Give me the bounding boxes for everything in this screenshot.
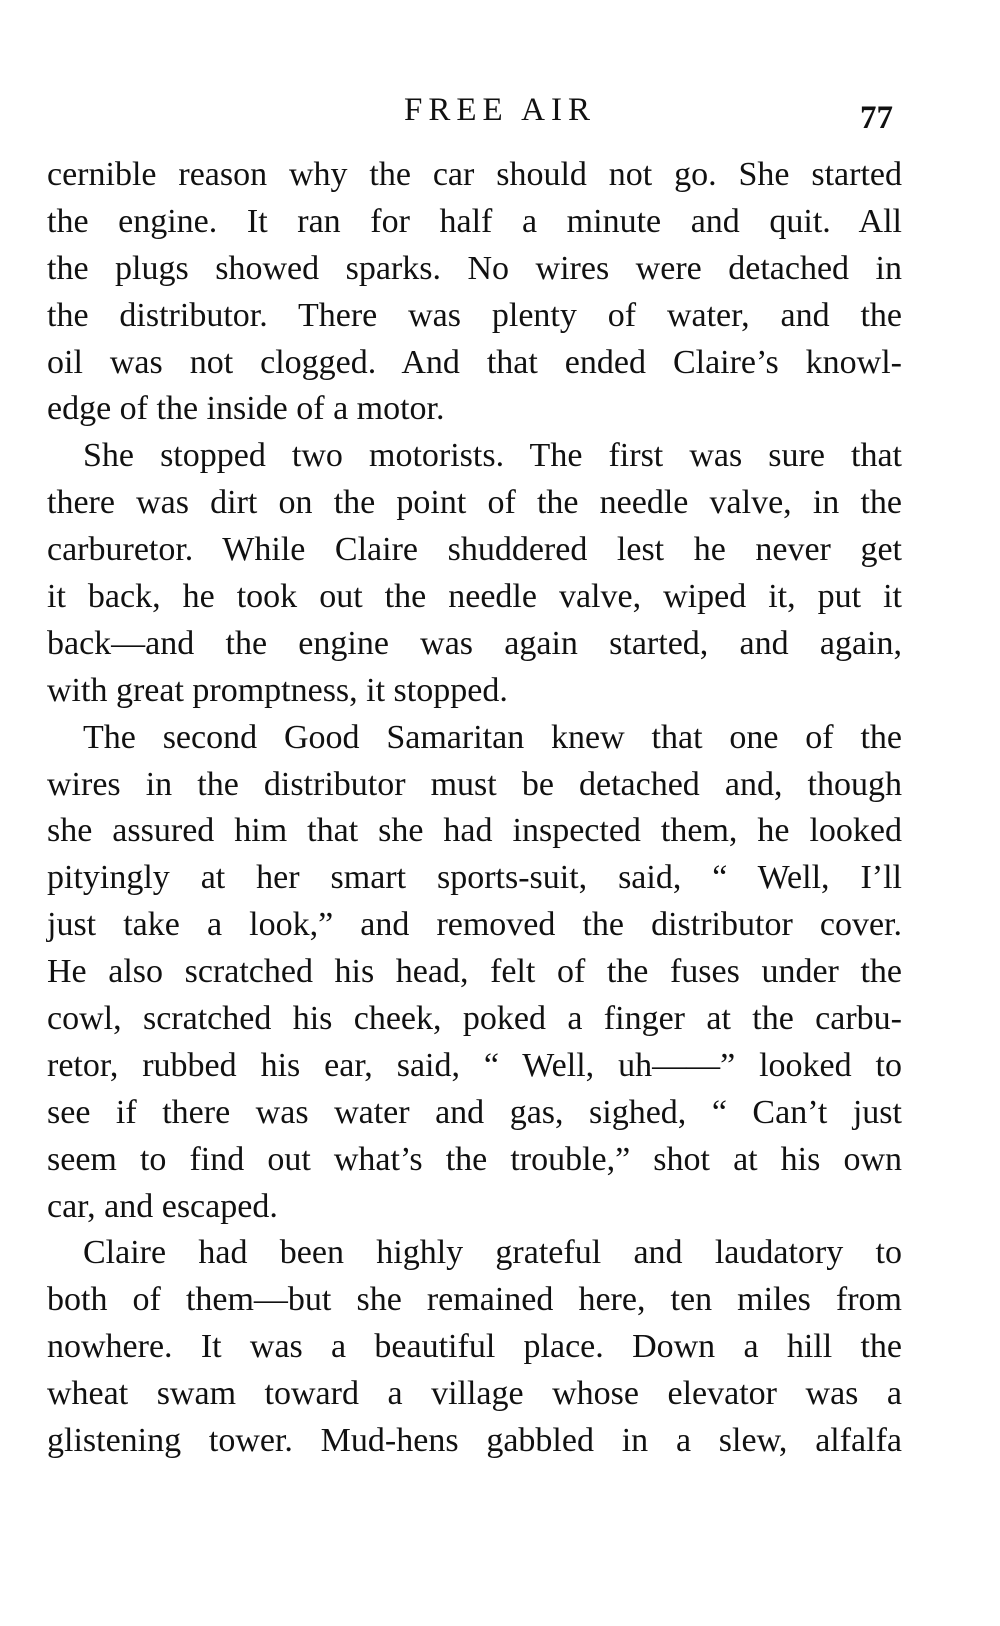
text-line: The second Good Samaritan knew that one of the (83, 718, 902, 756)
text-line: the plugs showed sparks. No wires were detached in (47, 249, 902, 287)
text-line: it back, he took out the needle valve, wiped it, put it (47, 578, 902, 616)
text-line: oil was not clogged. And that ended Claire’s knowl- (47, 343, 902, 381)
text-line: cernible reason why the car should not go. She started (47, 156, 902, 193)
text-line: she assured him that she had inspected them, he looked (47, 812, 902, 850)
body-text (47, 152, 902, 1465)
text-line: edge of the inside of a motor. (47, 390, 445, 428)
text-line: with great promptness, it stopped. (47, 671, 508, 709)
text-line: see if there was water and gas, sighed, “ Can’t just (47, 1093, 902, 1131)
text-line: Claire had been highly grateful and laudatory to (83, 1234, 902, 1272)
text-line: wires in the distributor must be detached and, though (47, 765, 902, 803)
text-line: car, and escaped. (47, 1187, 278, 1225)
text-line: glistening tower. Mud-hens gabbled in a slew, alfalfa (47, 1422, 902, 1460)
text-line: seem to find out what’s the trouble,” shot at his own (47, 1140, 902, 1178)
text-line: there was dirt on the point of the needle valve, in the (47, 484, 902, 522)
text-line: back—and the engine was again started, and again, (47, 624, 902, 662)
text-line: She stopped two motorists. The first was sure that (83, 437, 902, 475)
text-line: both of them—but she remained here, ten miles from (47, 1281, 902, 1319)
text-line: pityingly at her smart sports-suit, said, “ Well, I’ll (47, 859, 902, 897)
text-line: just take a look,” and removed the distributor cover. (47, 906, 902, 944)
text-line: nowhere. It was a beautiful place. Down a hill the (47, 1328, 902, 1366)
text-line: cowl, scratched his cheek, poked a finger at the carbu- (47, 1000, 902, 1038)
running-title: FREE AIR (404, 92, 596, 128)
text-line: He also scratched his head, felt of the fuses under the (47, 953, 902, 991)
text-line: wheat swam toward a village whose elevator was a (47, 1375, 902, 1413)
page-number: 77 (860, 100, 893, 136)
text-line: the distributor. There was plenty of water, and the (47, 296, 902, 334)
text-line: carburetor. While Claire shuddered lest he never get (47, 531, 902, 569)
text-line: retor, rubbed his ear, said, “ Well, uh——” looked to (47, 1046, 902, 1084)
text-line: the engine. It ran for half a minute and quit. All (47, 202, 902, 240)
